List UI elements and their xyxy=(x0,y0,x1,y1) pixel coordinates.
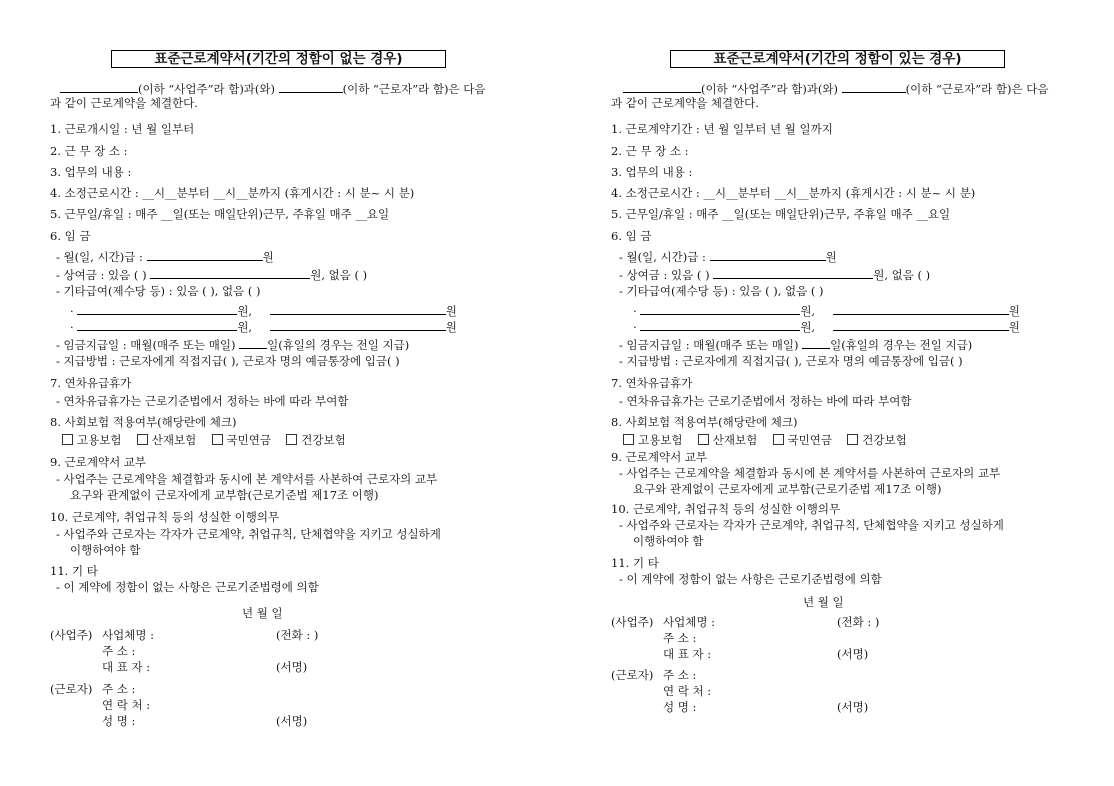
employee-contact[interactable]: 연 락 처 : xyxy=(663,684,712,698)
checkbox-industrial-accident[interactable]: 산재보험 xyxy=(698,433,757,447)
other-wage-blank[interactable] xyxy=(270,304,446,315)
item-social-insurance: 8. 사회보험 적용여부(해당란에 체크) xyxy=(611,415,798,429)
other-wage-blank[interactable] xyxy=(833,320,1009,331)
other-wage-blank[interactable] xyxy=(270,320,446,331)
other-wage-row-2: · 원, 원 xyxy=(70,320,457,334)
contract-fixed-term xyxy=(607,0,1114,786)
other-wage-blank[interactable] xyxy=(77,304,237,315)
wage-other: - 기타급여(제수당 등) : 있음 ( ), 없음 ( ) xyxy=(619,284,824,298)
checkbox-employment-insurance[interactable]: 고용보험 xyxy=(623,433,682,447)
payday-blank[interactable] xyxy=(239,338,267,349)
contract-date: 년 월 일 xyxy=(803,595,844,609)
contract-delivery-text-1: - 사업주는 근로계약을 체결함과 동시에 본 계약서를 사본하여 근로자의 교부 xyxy=(619,466,1001,480)
wage-payday: - 임금지급일 : 매월(매주 또는 매일) 일(휴일의 경우는 전일 지급) xyxy=(619,338,973,352)
document-title: 표준근로계약서(기간의 정함이 없는 경우) xyxy=(111,50,446,68)
employer-blank[interactable] xyxy=(60,82,138,93)
checkbox-icon xyxy=(698,434,709,445)
contract-delivery-text-2: 요구와 관계없이 근로자에게 교부함(근로기준법 제17조 이행) xyxy=(633,482,942,496)
contract-delivery-text-2: 요구와 관계없이 근로자에게 교부함(근로기준법 제17조 이행) xyxy=(70,488,379,502)
employee-signature[interactable]: (서명) xyxy=(276,714,308,728)
obligations-text-2: 이행하여야 함 xyxy=(633,534,704,548)
employer-phone[interactable]: (전화 : ) xyxy=(276,628,319,642)
item-obligations: 10. 근로계약, 취업규칙 등의 성실한 이행의무 xyxy=(50,510,280,524)
item-contract-period: 1. 근로계약기간 : 년 월 일부터 년 월 일까지 xyxy=(611,122,833,136)
other-wage-row-2: · 원, 원 xyxy=(633,320,1020,334)
contract-date: 년 월 일 xyxy=(242,606,283,620)
checkbox-icon xyxy=(773,434,784,445)
wage-amount-blank[interactable] xyxy=(147,250,263,261)
obligations-text-1: - 사업주와 근로자는 각자가 근로계약, 취업규칙, 단체협약을 지키고 성실하게 xyxy=(619,518,1004,532)
bonus-amount-blank[interactable] xyxy=(150,268,310,279)
employer-blank[interactable] xyxy=(623,82,701,93)
item-social-insurance: 8. 사회보험 적용여부(해당란에 체크) xyxy=(50,415,237,429)
item-wage-heading: 6. 임 금 xyxy=(611,229,652,243)
employer-phone[interactable]: (전화 : ) xyxy=(837,615,880,629)
employee-contact[interactable]: 연 락 처 : xyxy=(102,698,151,712)
item-contract-delivery: 9. 근로계약서 교부 xyxy=(611,450,708,464)
item-obligations: 10. 근로계약, 취업규칙 등의 성실한 이행의무 xyxy=(611,502,841,516)
item-other: 11. 기 타 xyxy=(611,556,659,570)
annual-leave-text: - 연차유급휴가는 근로기준법에서 정하는 바에 따라 부여함 xyxy=(56,394,349,408)
employer-business-name[interactable]: 사업체명 : xyxy=(663,615,715,629)
employee-address[interactable]: 주 소 : xyxy=(663,668,697,682)
intro-line-2: 과 같이 근로계약을 체결한다. xyxy=(611,96,759,110)
checkbox-health-insurance[interactable]: 건강보험 xyxy=(286,433,345,447)
bonus-amount-blank[interactable] xyxy=(713,268,873,279)
item-contract-delivery: 9. 근로계약서 교부 xyxy=(50,455,147,469)
wage-pay-method: - 지급방법 : 근로자에게 직접지급( ), 근로자 명의 예금통장에 입금( ) xyxy=(56,354,400,368)
item-start-date: 1. 근로개시일 : 년 월 일부터 xyxy=(50,122,195,136)
intro-line-2: 과 같이 근로계약을 체결한다. xyxy=(50,96,198,110)
employer-business-name[interactable]: 사업체명 : xyxy=(102,628,154,642)
item-wage-heading: 6. 임 금 xyxy=(50,229,91,243)
wage-bonus: - 상여금 : 있음 ( ) 원, 없음 ( ) xyxy=(619,268,931,282)
contract-delivery-text-1: - 사업주는 근로계약을 체결함과 동시에 본 계약서를 사본하여 근로자의 교부 xyxy=(56,472,438,486)
employer-role: (사업주) xyxy=(50,628,93,642)
contract-indefinite xyxy=(48,0,568,786)
item-work-hours: 4. 소정근로시간 : __시__분부터 __시__분까지 (휴게시간 : 시 분~ 시 분) xyxy=(611,186,976,200)
checkbox-health-insurance[interactable]: 건강보험 xyxy=(847,433,906,447)
employee-name[interactable]: 성 명 : xyxy=(663,700,697,714)
other-wage-row-1: · 원, 원 xyxy=(633,304,1020,318)
other-wage-blank[interactable] xyxy=(833,304,1009,315)
wage-pay-method: - 지급방법 : 근로자에게 직접지급( ), 근로자 명의 예금통장에 입금( ) xyxy=(619,354,963,368)
checkbox-icon xyxy=(137,434,148,445)
employee-blank[interactable] xyxy=(842,82,906,93)
other-text: - 이 계약에 정함이 없는 사항은 근로기준법령에 의함 xyxy=(56,580,319,594)
employer-address[interactable]: 주 소 : xyxy=(663,631,697,645)
checkbox-icon xyxy=(623,434,634,445)
checkbox-national-pension[interactable]: 국민연금 xyxy=(773,433,832,447)
item-workplace: 2. 근 무 장 소 : xyxy=(611,144,689,158)
employee-name[interactable]: 성 명 : xyxy=(102,714,136,728)
other-wage-blank[interactable] xyxy=(640,304,800,315)
item-job-description: 3. 업무의 내용 : xyxy=(611,165,693,179)
employee-signature[interactable]: (서명) xyxy=(837,700,869,714)
checkbox-industrial-accident[interactable]: 산재보험 xyxy=(137,433,196,447)
other-wage-row-1: · 원, 원 xyxy=(70,304,457,318)
item-workdays: 5. 근무일/휴일 : 매주 __일(또는 매일단위)근무, 주휴일 매주 __요일 xyxy=(50,207,390,221)
checkbox-icon xyxy=(212,434,223,445)
employer-representative[interactable]: 대 표 자 : xyxy=(663,647,712,661)
checkbox-icon xyxy=(286,434,297,445)
item-workplace: 2. 근 무 장 소 : xyxy=(50,144,128,158)
checkbox-icon xyxy=(847,434,858,445)
checkbox-national-pension[interactable]: 국민연금 xyxy=(212,433,271,447)
intro-line-1: (이하 “사업주”라 함)과(와) (이하 “근로자”라 함)은 다음 xyxy=(60,82,485,96)
insurance-checkboxes xyxy=(623,434,907,447)
wage-other: - 기타급여(제수당 등) : 있음 ( ), 없음 ( ) xyxy=(56,284,261,298)
wage-monthly: - 월(일, 시간)급 : 원 xyxy=(56,250,274,264)
employee-blank[interactable] xyxy=(279,82,343,93)
other-text: - 이 계약에 정함이 없는 사항은 근로기준법령에 의함 xyxy=(619,572,882,586)
employer-signature[interactable]: (서명) xyxy=(276,660,308,674)
employer-role: (사업주) xyxy=(611,615,654,629)
wage-bonus: - 상여금 : 있음 ( ) 원, 없음 ( ) xyxy=(56,268,368,282)
employer-signature[interactable]: (서명) xyxy=(837,647,869,661)
employee-address[interactable]: 주 소 : xyxy=(102,682,136,696)
employee-role: (근로자) xyxy=(50,682,93,696)
checkbox-icon xyxy=(62,434,73,445)
obligations-text-2: 이행하여야 함 xyxy=(70,543,141,557)
employer-address[interactable]: 주 소 : xyxy=(102,644,136,658)
document-title: 표준근로계약서(기간의 정함이 있는 경우) xyxy=(670,50,1005,68)
wage-payday: - 임금지급일 : 매월(매주 또는 매일) 일(휴일의 경우는 전일 지급) xyxy=(56,338,410,352)
employee-role: (근로자) xyxy=(611,668,654,682)
item-work-hours: 4. 소정근로시간 : __시__분부터 __시__분까지 (휴게시간 : 시 분~ 시 분) xyxy=(50,186,415,200)
checkbox-employment-insurance[interactable]: 고용보험 xyxy=(62,433,121,447)
obligations-text-1: - 사업주와 근로자는 각자가 근로계약, 취업규칙, 단체협약을 지키고 성실하게 xyxy=(56,527,441,541)
payday-blank[interactable] xyxy=(802,338,830,349)
item-annual-leave: 7. 연차유급휴가 xyxy=(50,376,132,390)
other-wage-blank[interactable] xyxy=(640,320,800,331)
intro-line-1: (이하 “사업주”라 함)과(와) (이하 “근로자”라 함)은 다음 xyxy=(623,82,1048,96)
wage-monthly: - 월(일, 시간)급 : 원 xyxy=(619,250,837,264)
other-wage-blank[interactable] xyxy=(77,320,237,331)
insurance-checkboxes xyxy=(62,434,346,447)
item-annual-leave: 7. 연차유급휴가 xyxy=(611,376,693,390)
annual-leave-text: - 연차유급휴가는 근로기준법에서 정하는 바에 따라 부여함 xyxy=(619,394,912,408)
item-workdays: 5. 근무일/휴일 : 매주 __일(또는 매일단위)근무, 주휴일 매주 __요일 xyxy=(611,207,951,221)
wage-amount-blank[interactable] xyxy=(710,250,826,261)
item-job-description: 3. 업무의 내용 : xyxy=(50,165,132,179)
employer-representative[interactable]: 대 표 자 : xyxy=(102,660,151,674)
item-other: 11. 기 타 xyxy=(50,564,98,578)
